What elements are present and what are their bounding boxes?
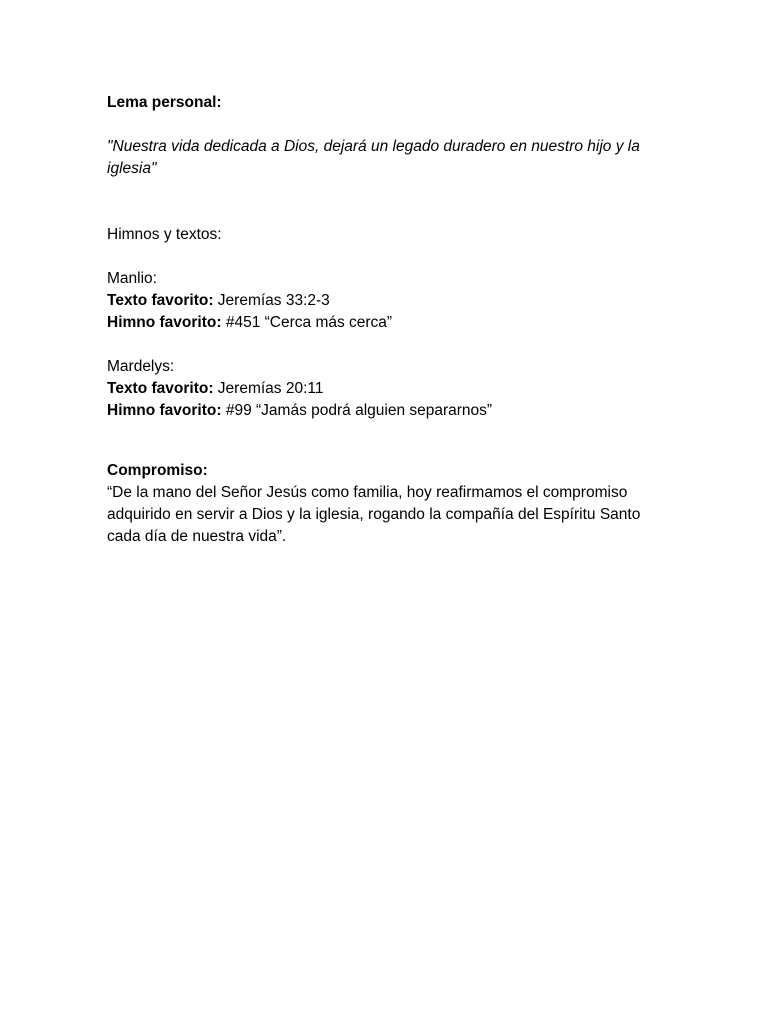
mardelys-himno-value: #99 “Jamás podrá alguien separarnos”: [221, 402, 493, 419]
lema-section: [107, 92, 677, 114]
manlio-section: [107, 268, 677, 334]
manlio-himno-label: Himno favorito:: [107, 314, 222, 331]
compromiso-text: “De la mano del Señor Jesús como familia, hoy reafirmamos el compromiso adquirido en servir a Dios y la iglesia, rogando la compañía del Espíritu Santo cada día de nuestra vida”.: [107, 484, 641, 545]
manlio-himno-line: [107, 312, 677, 334]
mardelys-section: [107, 356, 677, 422]
mardelys-texto-value: Jeremías 20:11: [213, 380, 324, 397]
mardelys-himno-line: [107, 400, 677, 422]
manlio-texto-line: [107, 290, 677, 312]
lema-quote: "Nuestra vida dedicada a Dios, dejará un legado duradero en nuestro hijo y la iglesia": [107, 138, 640, 177]
compromiso-heading: Compromiso:: [107, 462, 208, 479]
mardelys-name: Mardelys:: [107, 358, 175, 375]
manlio-himno-value: #451 “Cerca más cerca”: [221, 314, 393, 331]
compromiso-section: [107, 460, 677, 548]
manlio-texto-label: Texto favorito:: [107, 292, 214, 309]
lema-heading: Lema personal:: [107, 94, 222, 111]
mardelys-himno-label: Himno favorito:: [107, 402, 222, 419]
manlio-texto-value: Jeremías 33:2-3: [213, 292, 330, 309]
lema-quote-block: [107, 136, 677, 180]
mardelys-texto-line: [107, 378, 677, 400]
himnos-section: [107, 224, 677, 246]
himnos-heading: Himnos y textos:: [107, 226, 222, 243]
mardelys-texto-label: Texto favorito:: [107, 380, 214, 397]
manlio-name: Manlio:: [107, 270, 157, 287]
